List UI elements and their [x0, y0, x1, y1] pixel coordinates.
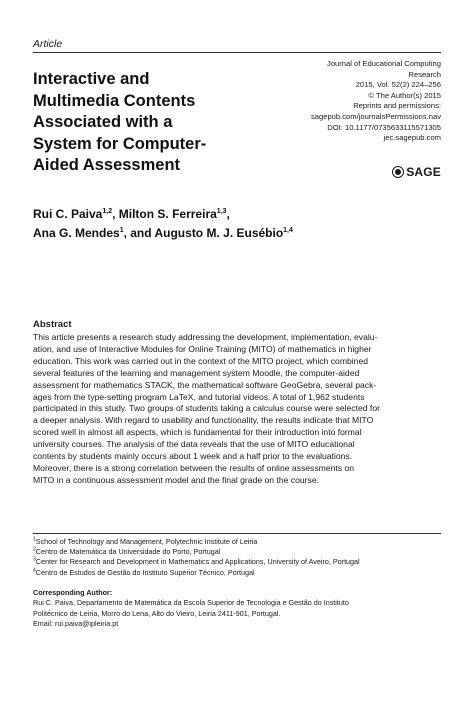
abstract-line: assessment for mathematics STACK, the mathematical software GeoGebra, several pack- [33, 379, 377, 390]
affiliation-text: School of Technology and Management, Polytechnic Institute of Leiria [35, 537, 258, 546]
author-name: Milton S. Ferreira [118, 207, 217, 221]
affiliation-number: 4 [33, 567, 36, 574]
author-affiliation-marker: 1,4 [283, 226, 293, 234]
author-separator: , [112, 207, 119, 221]
affiliation-list [33, 537, 443, 578]
affiliation-number: 1 [33, 536, 36, 543]
abstract-line: ages from the type-setting program LaTeX, and tutorial videos. A total of 1,962 students [33, 391, 365, 402]
affiliation-item [33, 537, 443, 547]
author-affiliation-marker: 1,2 [102, 208, 113, 215]
affiliation-text: Center for Research and Development in Mathematics and Applications, University of Aveiro, Portugal [35, 557, 360, 567]
abstract-line: Moreover, there is a strong correlation between the results of online assessments on [33, 462, 355, 473]
abstract-line: MITO in a continuous assessment model and the final grade on the course. [33, 474, 319, 485]
author-affiliation-marker: 1 [119, 226, 124, 234]
abstract-line: a deeper analysis. With regard to usability and functionality, the results indicate that MITO [33, 415, 374, 426]
copyright-notice: © The Author(s) 2015 [368, 90, 441, 100]
author-name: Ana G. Mendes [33, 225, 120, 240]
title-line: Multimedia Contents [33, 91, 196, 110]
abstract-line: This article presents a research study addressing the development, implementation, evalu- [33, 332, 378, 342]
affiliation-item [33, 568, 443, 578]
author-line-2 [33, 224, 453, 243]
abstract-heading: Abstract [33, 319, 72, 330]
sage-mark-icon [392, 166, 404, 178]
footnote-divider [33, 533, 441, 534]
abstract-line: scored well in almost all aspects, which is fundamental for their introduction into formal [33, 427, 362, 438]
title-line: Associated with a [33, 113, 173, 131]
abstract-line: several features of the learning and management system Moodle, the computer-aided [33, 367, 360, 378]
paper-title [33, 69, 273, 177]
abstract-line: ation, and use of Interactive Modules for Online Training (MITO) of mathematics in higher [33, 343, 372, 354]
affiliation-text: Centro de Matemática da Universidade do Porto, Portugal [35, 547, 221, 557]
journal-url[interactable]: jec.sagepub.com [383, 133, 441, 143]
author-name: Augusto M. J. Eusébio [154, 225, 284, 240]
affiliation-number: 3 [33, 557, 36, 564]
abstract-line: education. This work was carried out in the context of the MITO project, which combined [33, 355, 369, 366]
journal-info [271, 59, 441, 144]
abstract-line: contents by students mainly occurs about 1 week and a half prior to the evaluations. [33, 451, 353, 462]
reprints-label: Reprints and permissions: [353, 101, 441, 111]
corresponding-address: Rui C. Paiva, Departamento de Matemática da Escola Superior de Tecnologia e Gestão do Instituto [33, 598, 349, 608]
corresponding-author [33, 588, 443, 630]
corresponding-address: Politécnico de Leiria, Morro do Lena, Alto do Vieiro, Leiria 2411-901, Portugal. [33, 608, 281, 618]
affiliation-text: Centro de Estudos de Gestão do Instituto Superior Técnico, Portugal [35, 567, 255, 577]
abstract-line: participated in this study. Two groups of students taking a calculus course were selected for [33, 403, 380, 414]
author-affiliation-marker: 1,3 [216, 208, 227, 215]
doi[interactable]: DOI: 10.1177/0735633115571305 [327, 122, 441, 132]
journal-name-cont: Research [408, 69, 441, 79]
author-line-1 [33, 205, 453, 224]
header-divider [33, 52, 441, 53]
corresponding-email[interactable]: Email: rui.paiva@ipleiria.pt [33, 619, 119, 629]
author-separator: , and [123, 225, 155, 240]
author-separator: , [226, 207, 230, 221]
title-line: Aided Assessment [33, 156, 181, 174]
journal-name: Journal of Educational Computing [327, 59, 441, 68]
title-line: Interactive and [33, 70, 150, 88]
sage-logo [392, 165, 441, 179]
affiliation-item [33, 557, 443, 567]
author-list [33, 205, 453, 242]
author-name: Rui C. Paiva [33, 207, 103, 221]
abstract-line: university courses. The analysis of the data reveals that the use of MITO educational [33, 439, 355, 450]
affiliation-item [33, 547, 443, 557]
article-type-label: Article [33, 38, 63, 50]
sage-wordmark: SAGE [406, 165, 441, 179]
affiliation-number: 2 [33, 546, 36, 553]
title-line: System for Computer- [33, 134, 207, 153]
permissions-url[interactable]: sagepub.com/journalsPermissions.nav [310, 111, 441, 121]
journal-volume: 2015, Vol. 52(2) 224–256 [355, 80, 441, 90]
corresponding-author-heading: Corresponding Author: [33, 588, 113, 597]
abstract-body [33, 332, 443, 487]
